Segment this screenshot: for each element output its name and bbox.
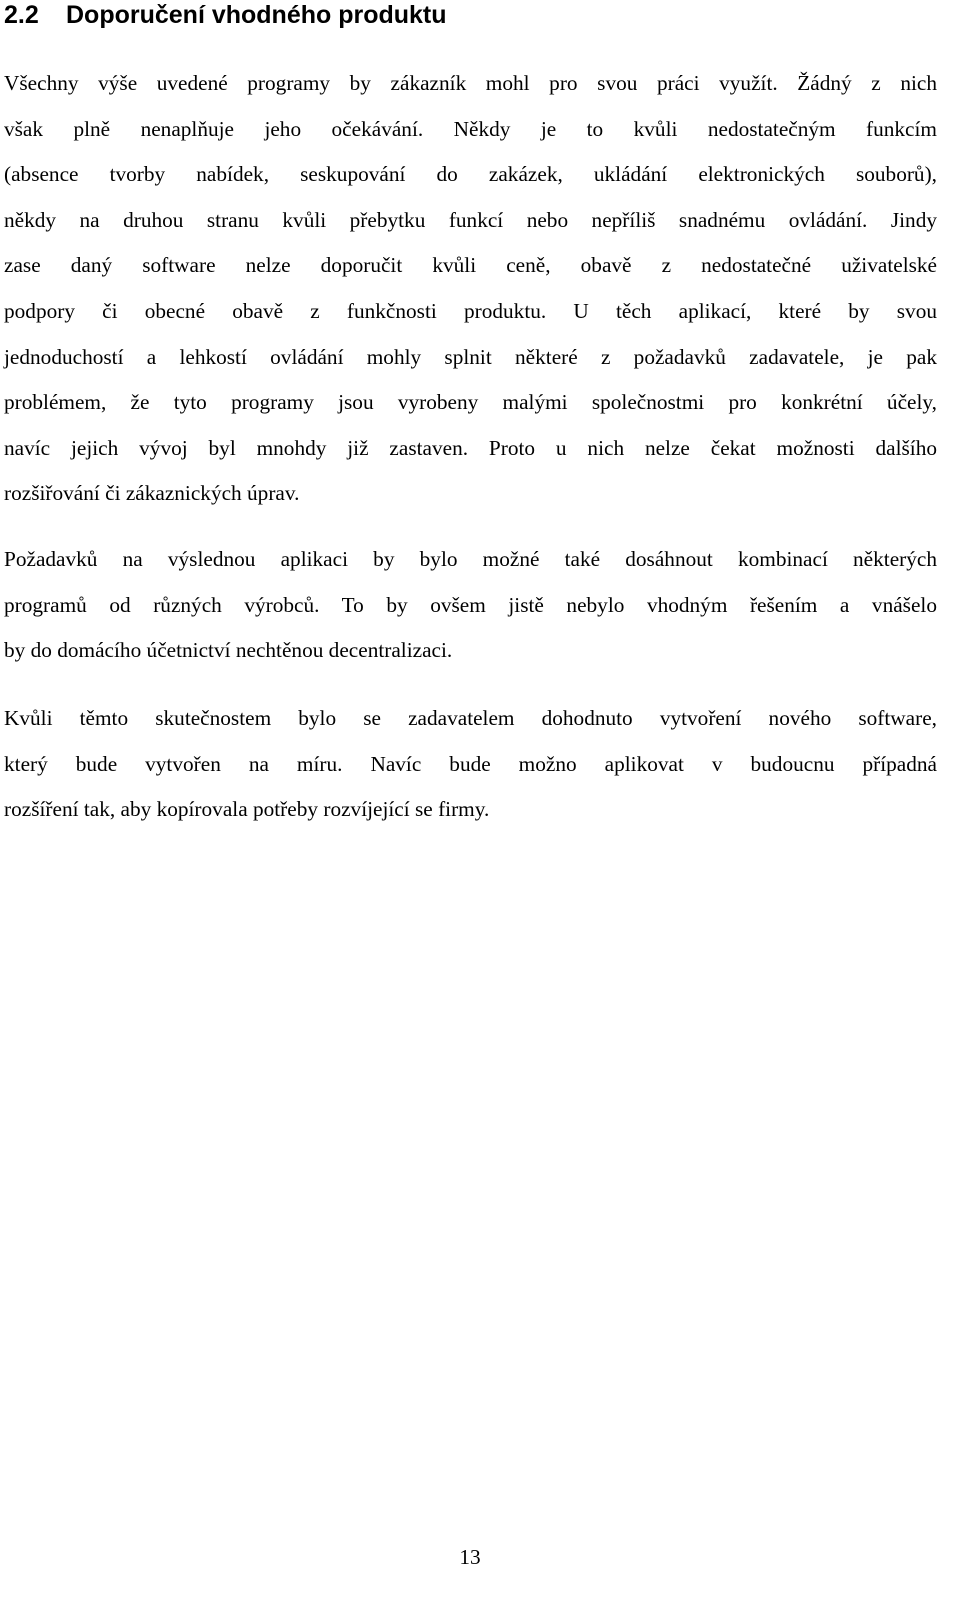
paragraph-line: rozšiřování či zákaznických úprav. (4, 481, 300, 506)
paragraph-line: jednoduchostí a lehkostí ovládání mohly splnit některé z požadavků zadavatele, je pak (4, 344, 937, 369)
paragraph-line: by do domácího účetnictví nechtěnou decentralizaci. (4, 638, 453, 663)
paragraph-3 (4, 696, 937, 833)
paragraph-2 (4, 537, 937, 674)
paragraph-line: podpory či obecné obavě z funkčnosti produktu. U těch aplikací, které by svou (4, 298, 937, 323)
paragraph-line: Všechny výše uvedené programy by zákazník mohl pro svou práci využít. Žádný z nich (4, 71, 937, 95)
section-title: Doporučení vhodného produktu (66, 1, 447, 29)
paragraph-line: Kvůli těmto skutečnostem bylo se zadavatelem dohodnuto vytvoření nového software, (4, 706, 937, 730)
paragraph-line: problémem, že tyto programy jsou vyrobeny malými společnostmi pro konkrétní účely, (4, 390, 937, 415)
paragraph-line: zase daný software nelze doporučit kvůli ceně, obavě z nedostatečné uživatelské (4, 253, 937, 278)
section-number: 2.2 (4, 1, 39, 29)
paragraph-1 (4, 61, 937, 517)
paragraph-line: někdy na druhou stranu kvůli přebytku funkcí nebo nepříliš snadnému ovládání. Jindy (4, 207, 937, 232)
page-number: 13 (459, 1545, 481, 1569)
paragraph-line: Požadavků na výslednou aplikaci by bylo možné také dosáhnout kombinací některých (4, 547, 937, 571)
paragraph-line: navíc jejich vývoj byl mnohdy již zastaven. Proto u nich nelze čekat možnosti dalšího (4, 435, 937, 460)
paragraph-line: (absence tvorby nabídek, seskupování do zakázek, ukládání elektronických souborů), (4, 162, 937, 187)
section-heading (4, 0, 447, 30)
paragraph-line: rozšíření tak, aby kopírovala potřeby rozvíjející se firmy. (4, 797, 490, 822)
paragraph-line: však plně nenaplňuje jeho očekávání. Někdy je to kvůli nedostatečným funkcím (4, 116, 937, 141)
paragraph-line: který bude vytvořen na míru. Navíc bude možno aplikovat v budoucnu případná (4, 751, 937, 776)
paragraph-line: programů od různých výrobců. To by ovšem jistě nebylo vhodným řešením a vnášelo (4, 592, 937, 617)
